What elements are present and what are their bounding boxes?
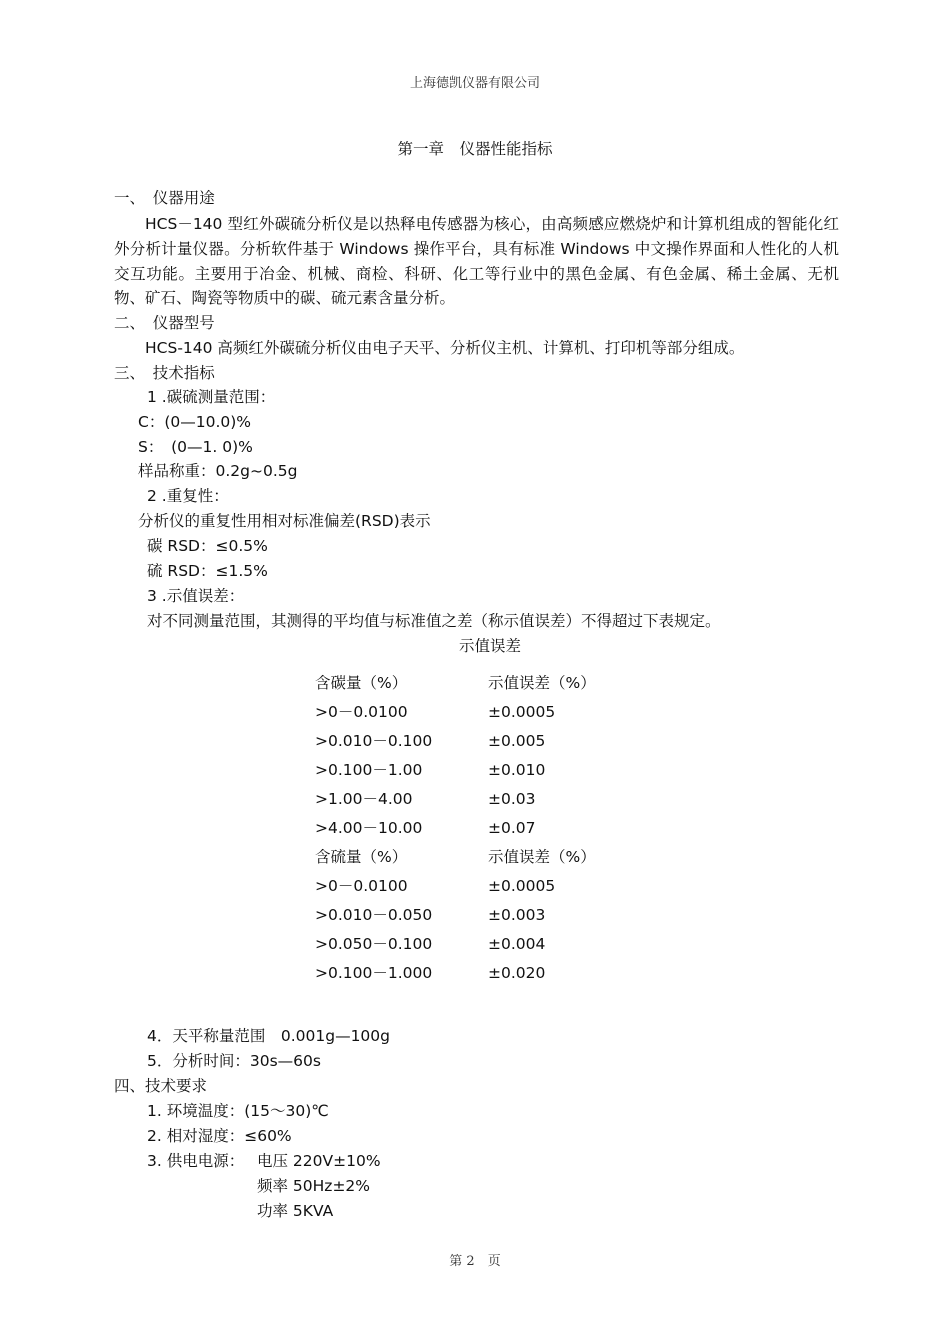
section2-heading: 二、 仪器型号	[114, 314, 215, 332]
section1-paragraph	[114, 212, 839, 311]
section4-heading: 四、技术要求	[114, 1077, 208, 1095]
table-cell: ±0.0005	[488, 703, 556, 721]
item5-analysis-time: 5．分析时间：30s—60s	[147, 1052, 321, 1070]
table-cell: >0－0.0100	[315, 877, 408, 895]
table-cell: >0.010－0.100	[315, 732, 433, 750]
power-supply-label: 3. 供电电源：	[147, 1152, 245, 1170]
table-caption: 示值误差	[459, 637, 522, 655]
table-cell: >0.100－1.00	[315, 761, 423, 779]
rsd-sulfur: 硫 RSD：≤1.5%	[147, 562, 268, 580]
item1-title: 1 .碳硫测量范围：	[147, 388, 276, 406]
table-cell: >0－0.0100	[315, 703, 408, 721]
power-rating: 功率 5KVA	[257, 1202, 334, 1220]
page-number: 第 2 页	[449, 1254, 501, 1269]
table-cell: ±0.0005	[488, 877, 556, 895]
table-cell: ±0.010	[488, 761, 546, 779]
power-voltage: 电压 220V±10%	[257, 1152, 381, 1170]
table-cell: ±0.005	[488, 732, 546, 750]
table-cell: >0.010－0.050	[315, 906, 433, 924]
section2-paragraph: HCS-140 高频红外碳硫分析仪由电子天平、分析仪主机、计算机、打印机等部分组成。	[145, 339, 745, 357]
section1-paragraph-text: HCS－140 型红外碳硫分析仪是以热释电传感器为核心，由高频感应燃烧炉和计算机组成的智能化红外分析计量仪器。分析软件基于 Windows 操作平台，具有标准 Windows 中文操作界面和人性化的人机交互功能。主要用于冶金、机械、商检、科研、化工等行业中的黑色金属、有色金属、稀土金属、无机物、矿石、陶瓷等物质中的碳、硫元素含量分析。	[114, 215, 839, 308]
table-cell: >0.100－1.000	[315, 964, 433, 982]
table-cell: ±0.020	[488, 964, 546, 982]
section3-heading: 三、 技术指标	[114, 364, 215, 382]
item2-title: 2 .重复性：	[147, 487, 229, 505]
table-cell: ±0.07	[488, 819, 536, 837]
carbon-table-header-error: 示值误差（%）	[488, 674, 596, 692]
carbon-range: C：(0—10.0)%	[138, 413, 252, 431]
table-cell: ±0.03	[488, 790, 536, 808]
page-header-company: 上海德凯仪器有限公司	[409, 76, 540, 91]
item4-balance-range: 4．天平称量范围 0.001g—100g	[147, 1027, 390, 1045]
chapter-title: 第一章 仪器性能指标	[397, 140, 553, 158]
rsd-description: 分析仪的重复性用相对标准偏差(RSD)表示	[138, 512, 431, 530]
section1-heading: 一、 仪器用途	[114, 189, 215, 207]
sulfur-table-header-error: 示值误差（%）	[488, 848, 596, 866]
env-temperature: 1. 环境温度：(15～30)℃	[147, 1102, 329, 1120]
rsd-carbon: 碳 RSD：≤0.5%	[147, 537, 268, 555]
sulfur-table-header-content: 含硫量（%）	[315, 848, 408, 866]
table-cell: ±0.003	[488, 906, 546, 924]
table-cell: >1.00－4.00	[315, 790, 413, 808]
sulfur-range: S： (0—1. 0)%	[138, 438, 253, 456]
carbon-table-header-content: 含碳量（%）	[315, 674, 408, 692]
relative-humidity: 2. 相对湿度：≤60%	[147, 1127, 292, 1145]
table-cell: >4.00－10.00	[315, 819, 423, 837]
table-cell: ±0.004	[488, 935, 546, 953]
error-description: 对不同测量范围，其测得的平均值与标准值之差（称示值误差）不得超过下表规定。	[147, 612, 721, 630]
table-cell: >0.050－0.100	[315, 935, 433, 953]
power-frequency: 频率 50Hz±2%	[257, 1177, 371, 1195]
item3-title: 3 .示值误差：	[147, 587, 245, 605]
sample-weight: 样品称重：0.2g~0.5g	[138, 462, 298, 480]
